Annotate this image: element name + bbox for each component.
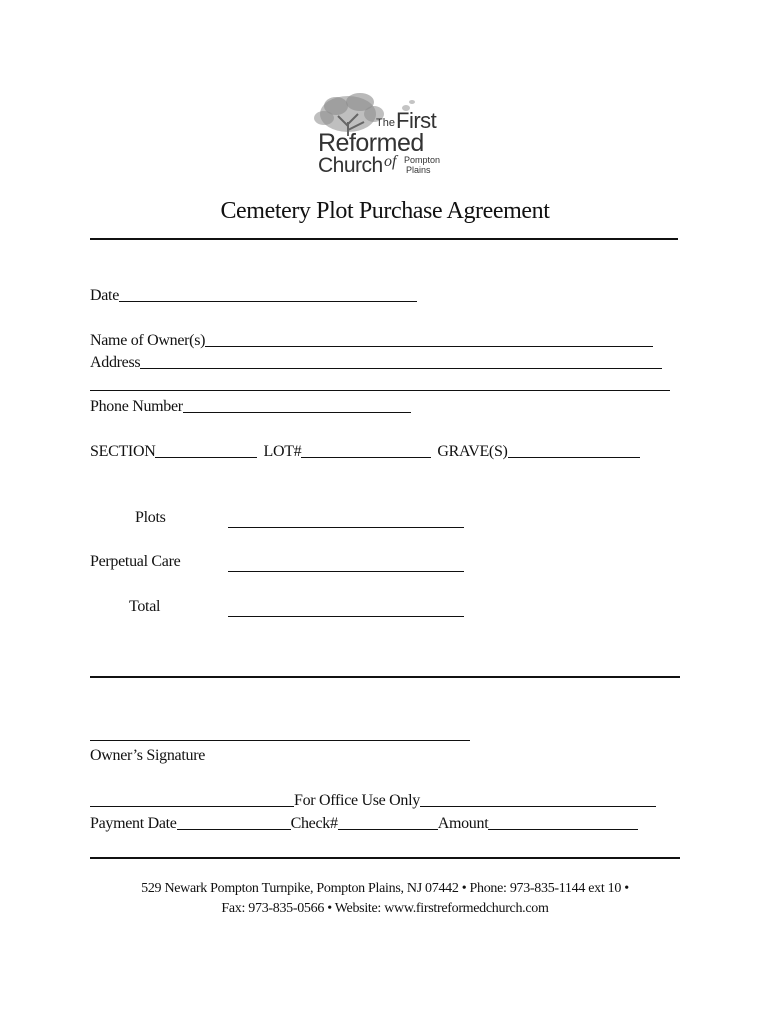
office-use-right-line xyxy=(420,791,656,807)
signature-row xyxy=(90,747,205,765)
page-title: Cemetery Plot Purchase Agreement xyxy=(220,198,550,224)
owner-name-label: Name of Owner(s) xyxy=(90,332,206,349)
address-row xyxy=(90,353,662,372)
total-row xyxy=(129,598,160,616)
phone-label: Phone Number xyxy=(90,398,183,415)
office-use-left-line xyxy=(90,791,294,807)
logo-text-plains: Plains xyxy=(406,165,431,175)
section-label: SECTION xyxy=(90,443,156,460)
section-field[interactable] xyxy=(155,442,257,458)
section-divider xyxy=(90,676,680,678)
date-row xyxy=(90,286,417,305)
logo-text-church: Church xyxy=(318,154,383,177)
date-label: Date xyxy=(90,287,120,304)
logo-text-pompton: Pompton xyxy=(404,155,441,165)
footer-divider xyxy=(90,857,680,859)
plots-label: Plots xyxy=(135,509,166,526)
address-line2-row xyxy=(90,375,670,394)
payment-row xyxy=(90,814,638,833)
plots-row xyxy=(135,509,166,527)
plots-field[interactable] xyxy=(228,512,464,528)
owner-signature-field[interactable] xyxy=(90,725,470,741)
address-line2-field[interactable] xyxy=(90,375,670,391)
office-use-label: For Office Use Only xyxy=(294,792,420,809)
church-logo xyxy=(308,92,458,184)
owner-signature-label: Owner’s Signature xyxy=(90,747,206,764)
amount-label: Amount xyxy=(437,815,489,832)
perpetual-care-row xyxy=(90,553,180,571)
perpetual-care-label: Perpetual Care xyxy=(90,553,181,570)
amount-field[interactable] xyxy=(488,814,638,830)
footer-address-phone: 529 Newark Pompton Turnpike, Pompton Plains, NJ 07442 • Phone: 973-835-1144 ext 10 • xyxy=(141,881,629,896)
check-field[interactable] xyxy=(338,814,438,830)
logo-text-the: The xyxy=(376,117,395,129)
date-field[interactable] xyxy=(119,286,417,302)
plot-location-row xyxy=(90,442,640,461)
title-divider xyxy=(90,238,678,240)
graves-label: GRAVE(S) xyxy=(437,443,508,460)
perpetual-care-field[interactable] xyxy=(228,556,464,572)
office-use-row xyxy=(90,791,656,810)
lot-label: LOT# xyxy=(263,443,302,460)
phone-field[interactable] xyxy=(183,397,411,413)
owner-name-row xyxy=(90,331,653,350)
address-label: Address xyxy=(90,354,141,371)
graves-field[interactable] xyxy=(508,442,640,458)
logo-text-first: First xyxy=(396,108,437,133)
logo-text-reformed: Reformed xyxy=(318,129,424,157)
owner-name-field[interactable] xyxy=(205,331,653,347)
payment-date-field[interactable] xyxy=(177,814,291,830)
phone-row xyxy=(90,397,411,416)
footer-fax-website: Fax: 973-835-0566 • Website: www.firstreformedchurch.com xyxy=(221,901,549,916)
payment-date-label: Payment Date xyxy=(90,815,177,832)
lot-field[interactable] xyxy=(301,442,431,458)
total-field[interactable] xyxy=(228,601,464,617)
check-label: Check# xyxy=(290,815,338,832)
total-label: Total xyxy=(129,598,161,615)
logo-text-of: of xyxy=(384,153,397,170)
address-field[interactable] xyxy=(140,353,662,369)
